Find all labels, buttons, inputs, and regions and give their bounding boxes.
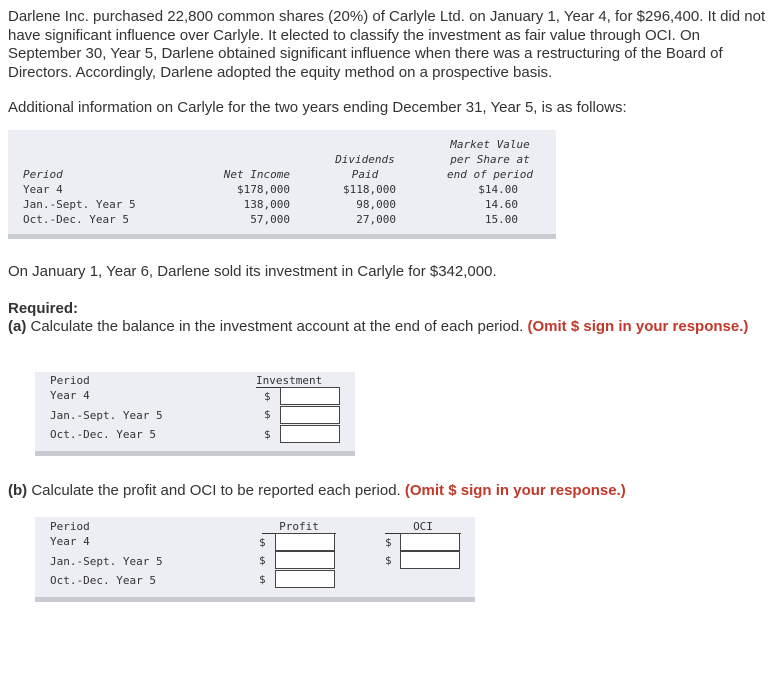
investment-input-jan-sept-year-5[interactable]	[280, 406, 340, 424]
part-a-question	[8, 318, 766, 337]
info-row-net-income: $178,000	[237, 183, 290, 196]
intro-paragraph: Darlene Inc. purchased 22,800 common shares (20%) of Carlyle Ltd. on January 1, Year 4, for $296,400. It did not have significant influence over Carlyle. It elected to classify the investment as fair value through OCI. On September 30, Year 5, Darlene obtained significant influence when there was a restructuring of the Board of Directors. Accordingly, Darlene adopted the equity method on a prospective basis.	[8, 8, 766, 81]
info-table-divider	[8, 234, 556, 239]
dollar-sign: $	[264, 408, 271, 421]
dollar-sign: $	[259, 536, 266, 549]
investment-header: Investment	[256, 374, 323, 387]
sale-note: On January 1, Year 6, Darlene sold its investment in Carlyle for $342,000.	[8, 263, 497, 280]
profit-header: Profit	[262, 520, 336, 534]
info-row-net-income: 138,000	[243, 198, 290, 211]
profit-oci-table-divider	[35, 597, 475, 602]
info-header-dividends-1: Dividends	[335, 153, 395, 166]
dollar-sign: $	[259, 554, 266, 567]
investment-row-period: Oct.-Dec. Year 5	[50, 428, 156, 441]
part-b-prefix: (b)	[8, 482, 28, 499]
profit-input-oct-dec-year-5[interactable]	[275, 570, 335, 588]
part-a-instruction: (Omit $ sign in your response.)	[527, 318, 749, 335]
info-header-dividends-2: Paid	[351, 168, 379, 181]
info-row-dividends: 27,000	[356, 213, 396, 226]
info-row-period: Jan.-Sept. Year 5	[23, 198, 136, 211]
info-row-dividends: $118,000	[343, 183, 396, 196]
profit-row-period: Jan.-Sept. Year 5	[50, 555, 163, 568]
investment-row-period: Jan.-Sept. Year 5	[50, 409, 163, 422]
part-a-text: Calculate the balance in the investment account at the end of each period.	[26, 318, 528, 335]
part-b-text: Calculate the profit and OCI to be reported each period.	[27, 482, 405, 499]
info-header-period: Period	[23, 168, 63, 181]
investment-header-period: Period	[50, 374, 90, 387]
oci-header: OCI	[385, 520, 461, 534]
part-b-question	[8, 482, 766, 501]
info-row-period: Oct.-Dec. Year 5	[23, 213, 129, 226]
investment-input-oct-dec-year-5[interactable]	[280, 425, 340, 443]
dollar-sign: $	[264, 428, 271, 441]
info-row-net-income: 57,000	[250, 213, 290, 226]
dollar-sign: $	[385, 536, 392, 549]
profit-row-period: Oct.-Dec. Year 5	[50, 574, 156, 587]
investment-table-divider	[35, 451, 355, 456]
info-row-market-value: $14.00	[478, 183, 518, 196]
dollar-sign: $	[385, 554, 392, 567]
info-row-dividends: 98,000	[356, 198, 396, 211]
additional-info-text: Additional information on Carlyle for the two years ending December 31, Year 5, is as follows:	[8, 99, 627, 116]
profit-input-jan-sept-year-5[interactable]	[275, 551, 335, 569]
info-header-market-value-3: end of period	[446, 168, 534, 181]
info-header-market-value-2: per Share at	[450, 153, 530, 166]
profit-row-period: Year 4	[50, 535, 90, 548]
part-a-prefix: (a)	[8, 318, 27, 335]
info-row-market-value: 15.00	[484, 213, 518, 226]
info-header-market-value-1: Market Value	[450, 138, 530, 151]
required-label: Required:	[8, 300, 79, 317]
part-b-instruction: (Omit $ sign in your response.)	[404, 482, 626, 499]
profit-header-period: Period	[50, 520, 90, 533]
dollar-sign: $	[264, 390, 271, 403]
investment-row-period: Year 4	[50, 389, 90, 402]
info-row-period: Year 4	[23, 183, 63, 196]
info-header-net-income: Net Income	[223, 168, 290, 181]
investment-input-year-4[interactable]	[280, 387, 340, 405]
oci-input-year-4[interactable]	[400, 533, 460, 551]
dollar-sign: $	[259, 573, 266, 586]
oci-input-jan-sept-year-5[interactable]	[400, 551, 460, 569]
info-row-market-value: 14.60	[484, 198, 518, 211]
profit-input-year-4[interactable]	[275, 533, 335, 551]
